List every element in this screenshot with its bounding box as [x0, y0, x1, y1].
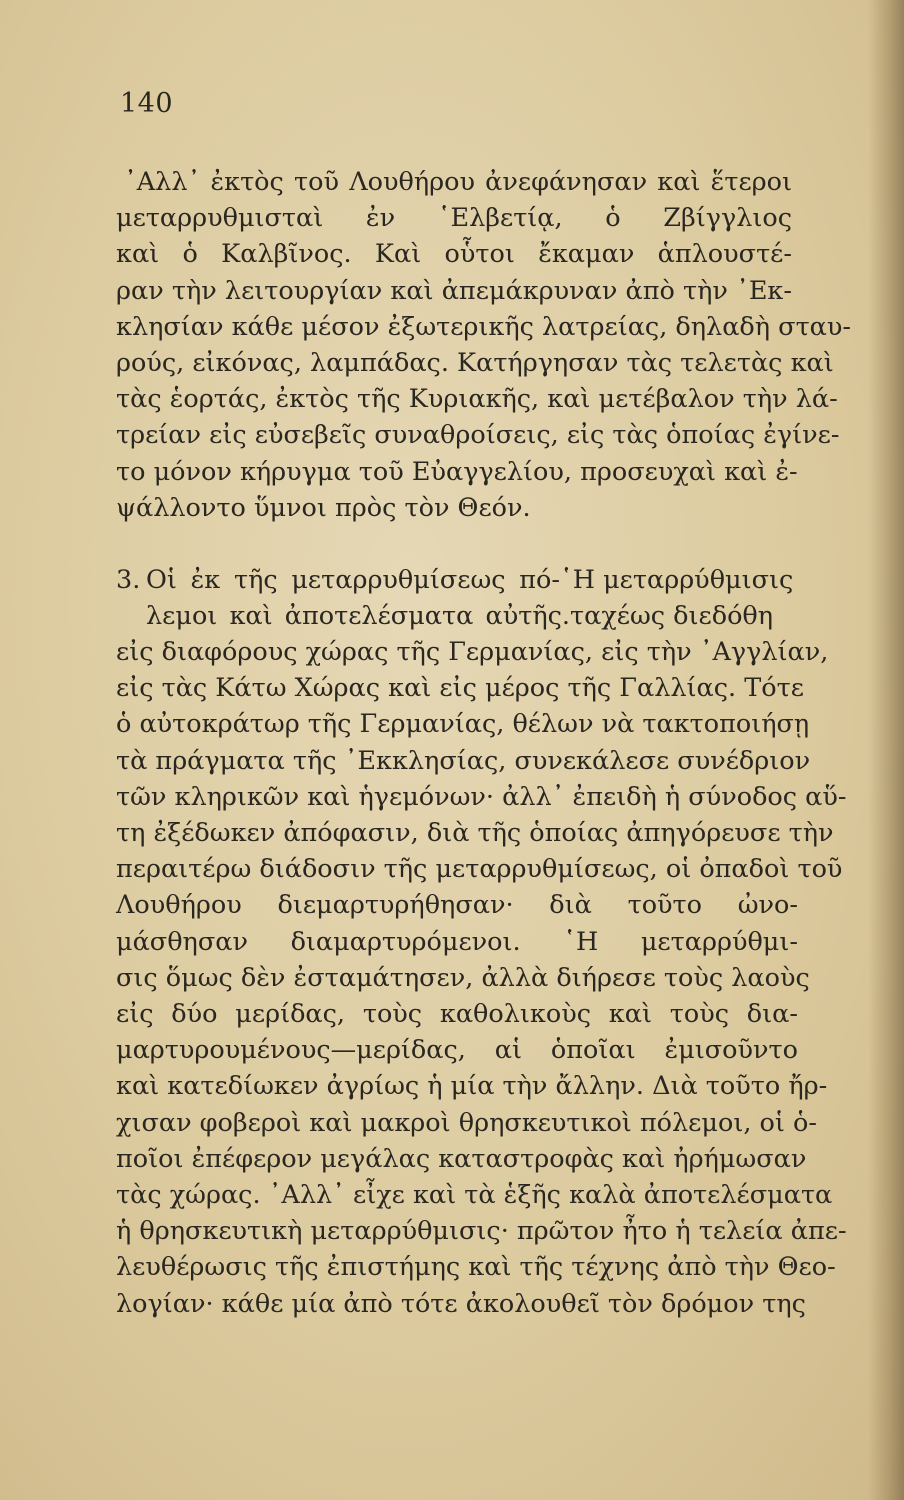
text-line: τη ἐξέδωκεν ἀπόφασιν, διὰ τῆς ὁποίας ἀπηγόρευσε τὴν	[116, 818, 834, 849]
text-line: ὁ αὐτοκράτωρ τῆς Γερμανίας, θέλων νὰ τακτοποιήσῃ	[116, 709, 810, 740]
text-line: εἰς τὰς Κάτω Χώρας καὶ εἰς μέρος τῆς Γαλλίας. Τότε	[116, 673, 804, 704]
text-line: τὰ πράγματα τῆς ᾿Εκκλησίας, συνεκάλεσε συνέδριον	[116, 745, 811, 776]
text-line: τὰς ἑορτάς, ἐκτὸς τῆς Κυριακῆς, καὶ μετέβαλον τὴν λά-	[116, 384, 838, 415]
text-line: καὶ ὁ Καλβῖνος. Καὶ οὗτοι ἔκαμαν ἁπλουστέ-	[116, 239, 792, 270]
text-line: τρείαν εἰς εὐσεβεῖς συναθροίσεις, εἰς τὰς ὁποίας ἐγίνε-	[116, 420, 840, 451]
text-line: καὶ κατεδίωκεν ἀγρίως ἡ μία τὴν ἄλλην. Διὰ τοῦτο ἤρ-	[116, 1071, 828, 1102]
paragraph-wars-results	[116, 634, 847, 1322]
section-number: 3.	[116, 565, 141, 595]
heading-row-1	[116, 562, 806, 598]
text-line: μεταρρυθμισταὶ ἐν ῾Ελβετίᾳ, ὁ Ζβίγγλιος	[116, 203, 792, 234]
text-line: τὰς χώρας. ᾿Αλλ᾿ εἶχε καὶ τὰ ἑξῆς καλὰ ἀποτελέσματα	[116, 1180, 833, 1211]
section-3-heading	[116, 562, 806, 634]
page-edge-shadow	[868, 0, 904, 1500]
heading-right-2: ταχέως διεδόθη	[570, 601, 774, 632]
text-line: λευθέρωσις τῆς ἐπιστήμης καὶ τῆς τέχνης ἀπὸ τὴν Θεο-	[116, 1252, 836, 1283]
text-line: κλησίαν κάθε μέσον ἐξωτερικῆς λατρείας, δηλαδὴ σταυ-	[116, 311, 852, 342]
text-line: μάσθησαν διαμαρτυρόμενοι. ῾Η μεταρρύθμι-	[116, 926, 798, 957]
text-line: ποῖοι ἐπέφερον μεγάλας καταστροφὰς καὶ ἠρήμωσαν	[116, 1143, 807, 1174]
page-number: 140	[120, 88, 174, 119]
text-line: χισαν φοβεροὶ καὶ μακροὶ θρησκευτικοὶ πόλεμοι, οἱ ὁ-	[116, 1107, 817, 1138]
text-line: εἰς διαφόρους χώρας τῆς Γερμανίας, εἰς τὴν ᾿Αγγλίαν,	[116, 637, 829, 667]
heading-text-2: λεμοι καὶ ἀποτελέσματα αὐτῆς.	[146, 601, 570, 632]
paragraph-reformers	[116, 164, 852, 526]
text-line: λογίαν· κάθε μία ἀπὸ τότε ἀκολουθεῖ τὸν δρόμον της	[116, 1288, 806, 1319]
heading-text-1: Οἱ ἐκ τῆς μεταρρυθμίσεως πό-	[146, 565, 560, 595]
text-line: περαιτέρω διάδοσιν τῆς μεταρρυθμίσεως, οἱ ὀπαδοὶ τοῦ	[116, 854, 843, 885]
text-line: ψάλλοντο ὕμνοι πρὸς τὸν Θεόν.	[116, 492, 531, 523]
text-line: Λουθήρου διεμαρτυρήθησαν· διὰ τοῦτο ὠνο-	[116, 890, 798, 921]
text-line: σις ὅμως δὲν ἐσταμάτησεν, ἀλλὰ διήρεσε τοὺς λαοὺς	[116, 962, 810, 993]
text-line: το μόνον κήρυγμα τοῦ Εὐαγγελίου, προσευχαὶ καὶ ἐ-	[116, 456, 798, 487]
text-line: μαρτυρουμένους—μερίδας, αἱ ὁποῖαι ἐμισοῦντο	[116, 1035, 798, 1066]
heading-left-1	[116, 562, 560, 598]
text-line: ραν τὴν λειτουργίαν καὶ ἀπεμάκρυναν ἀπὸ τὴν ᾿Εκ-	[116, 275, 792, 306]
text-line: ρούς, εἰκόνας, λαμπάδας. Κατήργησαν τὰς τελετὰς καὶ	[116, 348, 834, 379]
heading-row-2	[116, 598, 806, 634]
text-line: ᾿Αλλ᾿ ἐκτὸς τοῦ Λουθήρου ἀνεφάνησαν καὶ ἕτεροι	[124, 167, 792, 197]
text-line: ἡ θρησκευτικὴ μεταρρύθμισις· πρῶτον ἦτο ἡ τελεία ἀπε-	[116, 1216, 847, 1247]
text-line: τῶν κληρικῶν καὶ ἡγεμόνων· ἀλλ᾿ ἐπειδὴ ἡ σύνοδος αὕ-	[116, 781, 847, 812]
heading-right-1: ῾Η μεταρρύθμισις	[560, 565, 794, 595]
text-line: εἰς δύο μερίδας, τοὺς καθολικοὺς καὶ τοὺς δια-	[116, 999, 798, 1030]
